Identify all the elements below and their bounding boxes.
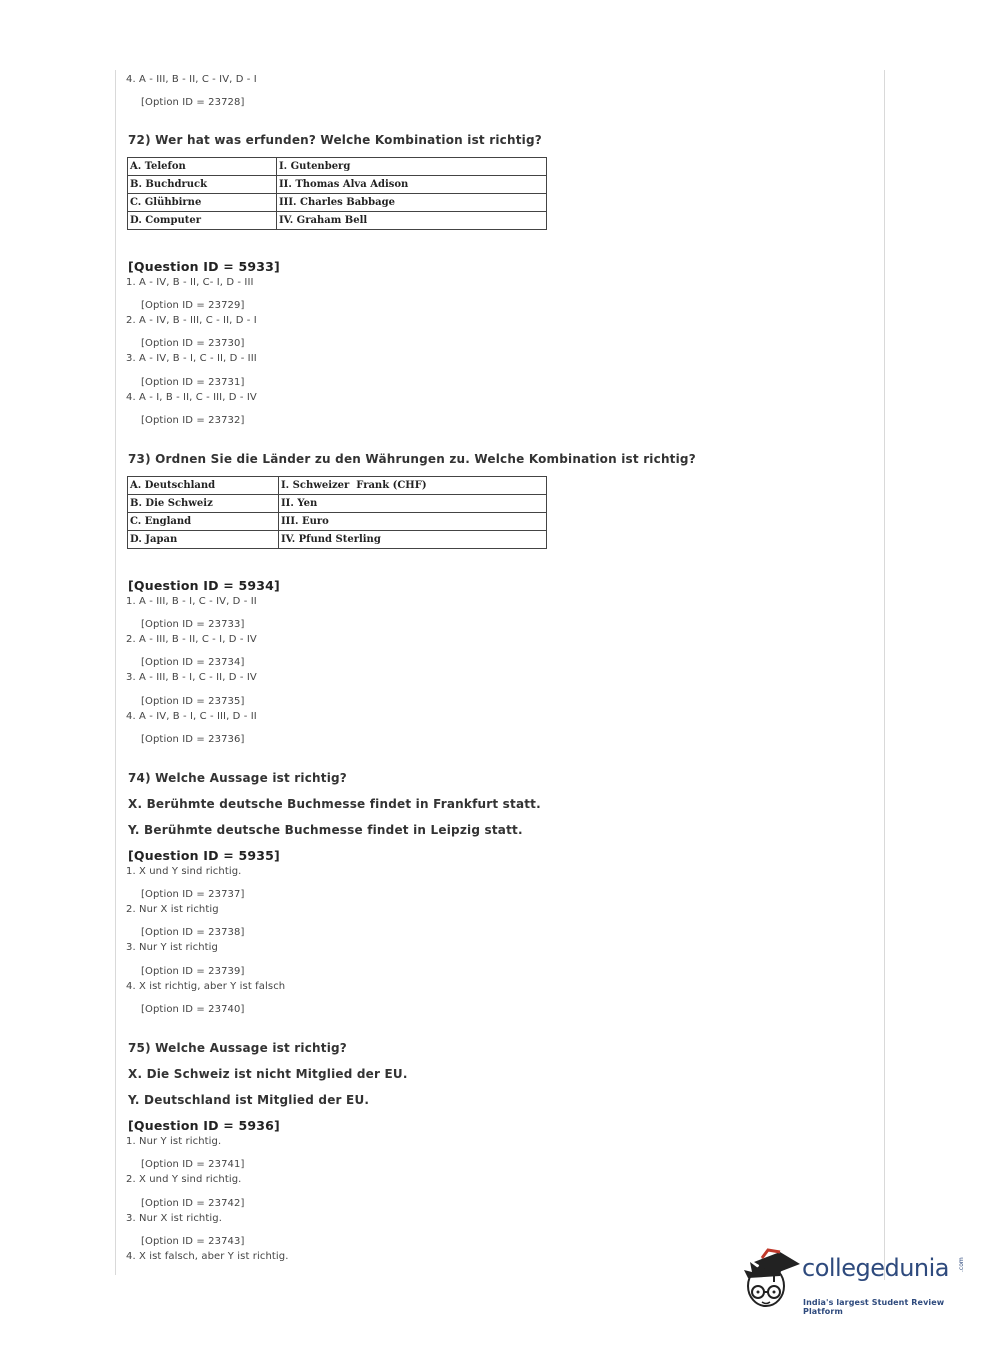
option-id: [Option ID = 23730] [141, 338, 245, 349]
option-text: 4. A - III, B - II, C - IV, D - I [126, 74, 257, 85]
question-75-title: 75) Welche Aussage ist richtig? [128, 1041, 347, 1055]
table-cell: IV. Pfund Sterling [279, 531, 547, 549]
option-id: [Option ID = 23735] [141, 696, 245, 707]
option-id: [Option ID = 23729] [141, 300, 245, 311]
option-text: 3. A - IV, B - I, C - II, D - III [126, 353, 257, 364]
table-row [128, 194, 547, 212]
table-cell: IV. Graham Bell [277, 212, 547, 230]
table-row [128, 531, 547, 549]
table-cell: II. Yen [279, 495, 547, 513]
option-text: 1. A - IV, B - II, C- I, D - III [126, 277, 254, 288]
option-text: 4. X ist richtig, aber Y ist falsch [126, 981, 286, 992]
option-text: 1. Nur Y ist richtig. [126, 1136, 222, 1147]
table-cell: C. England [128, 513, 279, 531]
table-cell: D. Japan [128, 531, 279, 549]
logo-brand-text: collegedunia [802, 1254, 950, 1282]
option-text: 4. A - I, B - II, C - III, D - IV [126, 392, 257, 403]
table-cell: C. Glühbirne [128, 194, 277, 212]
question-id: [Question ID = 5934] [128, 578, 280, 593]
question-73-title: 73) Ordnen Sie die Länder zu den Währungen zu. Welche Kombination ist richtig? [128, 452, 696, 466]
table-cell: A. Telefon [128, 158, 277, 176]
table-row [128, 158, 547, 176]
option-text: 2. A - III, B - II, C - I, D - IV [126, 634, 257, 645]
option-text: 3. Nur X ist richtig. [126, 1213, 222, 1224]
question-id: [Question ID = 5933] [128, 259, 280, 274]
option-id: [Option ID = 23734] [141, 657, 245, 668]
question-74-title: 74) Welche Aussage ist richtig? [128, 771, 347, 785]
option-id: [Option ID = 23742] [141, 1198, 245, 1209]
option-id: [Option ID = 23728] [141, 97, 245, 108]
right-margin-line [884, 70, 885, 1280]
table-cell: A. Deutschland [128, 477, 279, 495]
table-row [128, 513, 547, 531]
statement-y: Y. Deutschland ist Mitglied der EU. [128, 1093, 370, 1107]
question-id: [Question ID = 5935] [128, 848, 280, 863]
table-cell: B. Die Schweiz [128, 495, 279, 513]
table-cell: II. Thomas Alva Adison [277, 176, 547, 194]
question-id: [Question ID = 5936] [128, 1118, 280, 1133]
statement-x: X. Die Schweiz ist nicht Mitglied der EU. [128, 1067, 408, 1081]
question-72-title: 72) Wer hat was erfunden? Welche Kombination ist richtig? [128, 133, 542, 147]
table-cell: III. Charles Babbage [277, 194, 547, 212]
option-id: [Option ID = 23737] [141, 889, 245, 900]
option-id: [Option ID = 23741] [141, 1159, 245, 1170]
table-row [128, 477, 547, 495]
option-id: [Option ID = 23736] [141, 734, 245, 745]
left-margin-line [115, 70, 116, 1275]
option-id: [Option ID = 23739] [141, 966, 245, 977]
question-72-match-table [127, 157, 547, 230]
table-row [128, 176, 547, 194]
option-text: 1. X und Y sind richtig. [126, 866, 242, 877]
logo-tagline: India's largest Student Review Platform [803, 1298, 945, 1316]
table-cell: D. Computer [128, 212, 277, 230]
table-row [128, 495, 547, 513]
option-id: [Option ID = 23738] [141, 927, 245, 938]
option-text: 4. X ist falsch, aber Y ist richtig. [126, 1251, 289, 1262]
table-cell: I. Gutenberg [277, 158, 547, 176]
option-text: 2. X und Y sind richtig. [126, 1174, 242, 1185]
option-id: [Option ID = 23732] [141, 415, 245, 426]
option-text: 4. A - IV, B - I, C - III, D - II [126, 711, 257, 722]
mascot-icon [740, 1248, 802, 1318]
option-id: [Option ID = 23733] [141, 619, 245, 630]
statement-x: X. Berühmte deutsche Buchmesse findet in Frankfurt statt. [128, 797, 541, 811]
option-id: [Option ID = 23743] [141, 1236, 245, 1247]
option-id: [Option ID = 23731] [141, 377, 245, 388]
option-text: 2. A - IV, B - III, C - II, D - I [126, 315, 257, 326]
collegedunia-logo[interactable] [740, 1248, 970, 1318]
table-cell: I. Schweizer Frank (CHF) [279, 477, 547, 495]
option-text: 1. A - III, B - I, C - IV, D - II [126, 596, 257, 607]
option-text: 2. Nur X ist richtig [126, 904, 219, 915]
option-id: [Option ID = 23740] [141, 1004, 245, 1015]
statement-y: Y. Berühmte deutsche Buchmesse findet in Leipzig statt. [128, 823, 523, 837]
table-cell: B. Buchdruck [128, 176, 277, 194]
option-text: 3. Nur Y ist richtig [126, 942, 218, 953]
table-row [128, 212, 547, 230]
option-text: 3. A - III, B - I, C - II, D - IV [126, 672, 257, 683]
table-cell: III. Euro [279, 513, 547, 531]
logo-domain-suffix: .com [958, 1257, 965, 1272]
question-73-match-table [127, 476, 547, 549]
